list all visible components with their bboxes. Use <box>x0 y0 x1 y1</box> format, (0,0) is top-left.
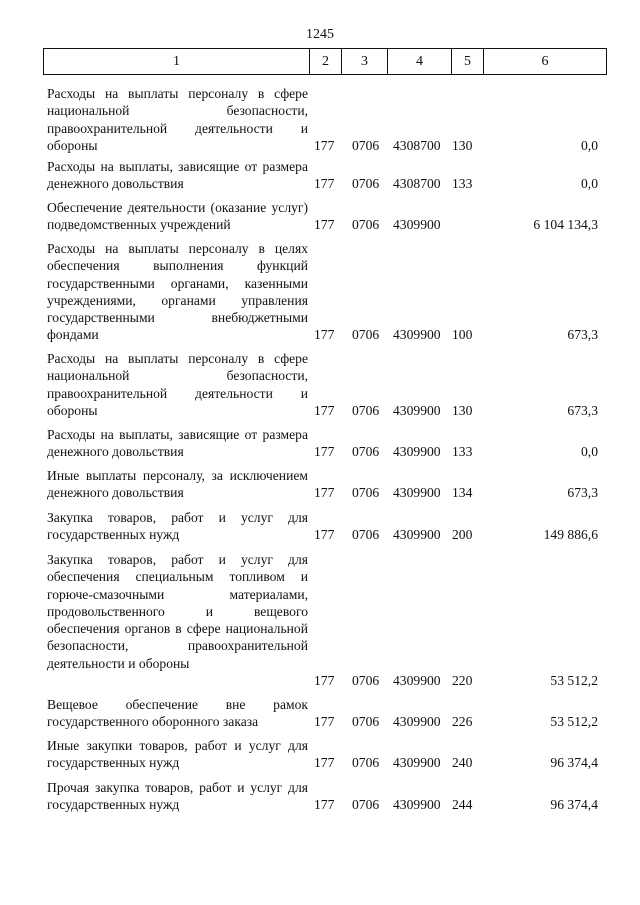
row-col-3: 0706 <box>352 755 380 770</box>
row-col-6: 53 512,2 <box>550 673 598 688</box>
row-col-6: 6 104 134,3 <box>533 217 598 232</box>
table-header <box>43 48 607 75</box>
row-col-5: 100 <box>452 327 473 342</box>
row-description: Обеспечение деятельности (оказание услуг) подведомственных учреждений <box>47 200 308 233</box>
row-col-6: 673,3 <box>567 403 598 418</box>
row-col-3: 0706 <box>352 527 380 542</box>
row-col-4: 4309900 <box>393 714 441 729</box>
row-col-6: 0,0 <box>581 176 598 191</box>
row-col-2: 177 <box>314 527 335 542</box>
row-col-2: 177 <box>314 217 335 232</box>
row-description: Прочая закупка товаров, работ и услуг для государственных нужд <box>47 780 308 813</box>
row-col-6: 53 512,2 <box>550 714 598 729</box>
row-col-2: 177 <box>314 797 335 812</box>
row-col-2: 177 <box>314 755 335 770</box>
row-description: Вещевое обеспечение вне рамок государственного оборонного заказа <box>47 697 308 730</box>
row-col-3: 0706 <box>352 138 380 153</box>
row-col-2: 177 <box>314 327 335 342</box>
row-col-5: 200 <box>452 527 473 542</box>
row-col-3: 0706 <box>352 797 380 812</box>
row-description: Закупка товаров, работ и услуг для обеспечения специальным топливом и горюче-смазочными материалами, продовольственного и вещевого обеспечения органов в сфере национальной безопасности, правоохранительной деятельности и обороны <box>47 552 308 671</box>
row-col-5: 244 <box>452 797 473 812</box>
row-col-5: 130 <box>452 403 473 418</box>
row-col-4: 4309900 <box>393 444 441 459</box>
row-description: Закупка товаров, работ и услуг для государственных нужд <box>47 510 308 543</box>
row-col-4: 4308700 <box>393 176 441 191</box>
row-col-3: 0706 <box>352 176 380 191</box>
row-col-4: 4309900 <box>393 217 441 232</box>
row-col-5: 130 <box>452 138 473 153</box>
row-col-3: 0706 <box>352 444 380 459</box>
header-col-5: 5 <box>452 49 484 75</box>
row-col-4: 4309900 <box>393 527 441 542</box>
row-col-3: 0706 <box>352 485 380 500</box>
row-col-5: 226 <box>452 714 473 729</box>
header-col-4: 4 <box>388 49 452 75</box>
row-description: Иные выплаты персоналу, за исключением денежного довольствия <box>47 468 308 501</box>
row-col-4: 4308700 <box>393 138 441 153</box>
row-col-2: 177 <box>314 138 335 153</box>
row-col-6: 673,3 <box>567 485 598 500</box>
row-description: Расходы на выплаты персоналу в сфере национальной безопасности, правоохранительной деятельности и обороны <box>47 86 308 153</box>
row-col-4: 4309900 <box>393 673 441 688</box>
row-col-3: 0706 <box>352 673 380 688</box>
row-col-3: 0706 <box>352 403 380 418</box>
row-description: Расходы на выплаты, зависящие от размера денежного довольствия <box>47 159 308 192</box>
header-col-2: 2 <box>310 49 342 75</box>
row-col-6: 96 374,4 <box>550 797 598 812</box>
row-col-2: 177 <box>314 673 335 688</box>
row-description: Расходы на выплаты персоналу в сфере национальной безопасности, правоохранительной деятельности и обороны <box>47 351 308 418</box>
row-col-5: 133 <box>452 176 473 191</box>
row-col-6: 96 374,4 <box>550 755 598 770</box>
row-col-6: 149 886,6 <box>543 527 598 542</box>
row-col-6: 0,0 <box>581 138 598 153</box>
row-col-5: 240 <box>452 755 473 770</box>
row-col-4: 4309900 <box>393 755 441 770</box>
row-col-3: 0706 <box>352 217 380 232</box>
row-col-2: 177 <box>314 444 335 459</box>
row-col-5: 134 <box>452 485 473 500</box>
row-col-6: 0,0 <box>581 444 598 459</box>
row-col-5: 133 <box>452 444 473 459</box>
row-col-5: 220 <box>452 673 473 688</box>
row-col-4: 4309900 <box>393 797 441 812</box>
row-description: Расходы на выплаты, зависящие от размера денежного довольствия <box>47 427 308 460</box>
row-col-6: 673,3 <box>567 327 598 342</box>
row-col-2: 177 <box>314 714 335 729</box>
row-col-3: 0706 <box>352 327 380 342</box>
row-col-2: 177 <box>314 485 335 500</box>
row-description: Иные закупки товаров, работ и услуг для государственных нужд <box>47 738 308 771</box>
page-number: 1245 <box>306 27 334 42</box>
row-col-2: 177 <box>314 176 335 191</box>
row-col-2: 177 <box>314 403 335 418</box>
header-col-1: 1 <box>44 49 310 75</box>
header-col-3: 3 <box>342 49 388 75</box>
row-col-4: 4309900 <box>393 327 441 342</box>
row-col-3: 0706 <box>352 714 380 729</box>
row-col-4: 4309900 <box>393 485 441 500</box>
row-description: Расходы на выплаты персоналу в целях обеспечения выполнения функций государственными органами, казенными учреждениями, органами управления государственными внебюджетными фондами <box>47 241 308 343</box>
header-col-6: 6 <box>484 49 607 75</box>
row-col-4: 4309900 <box>393 403 441 418</box>
